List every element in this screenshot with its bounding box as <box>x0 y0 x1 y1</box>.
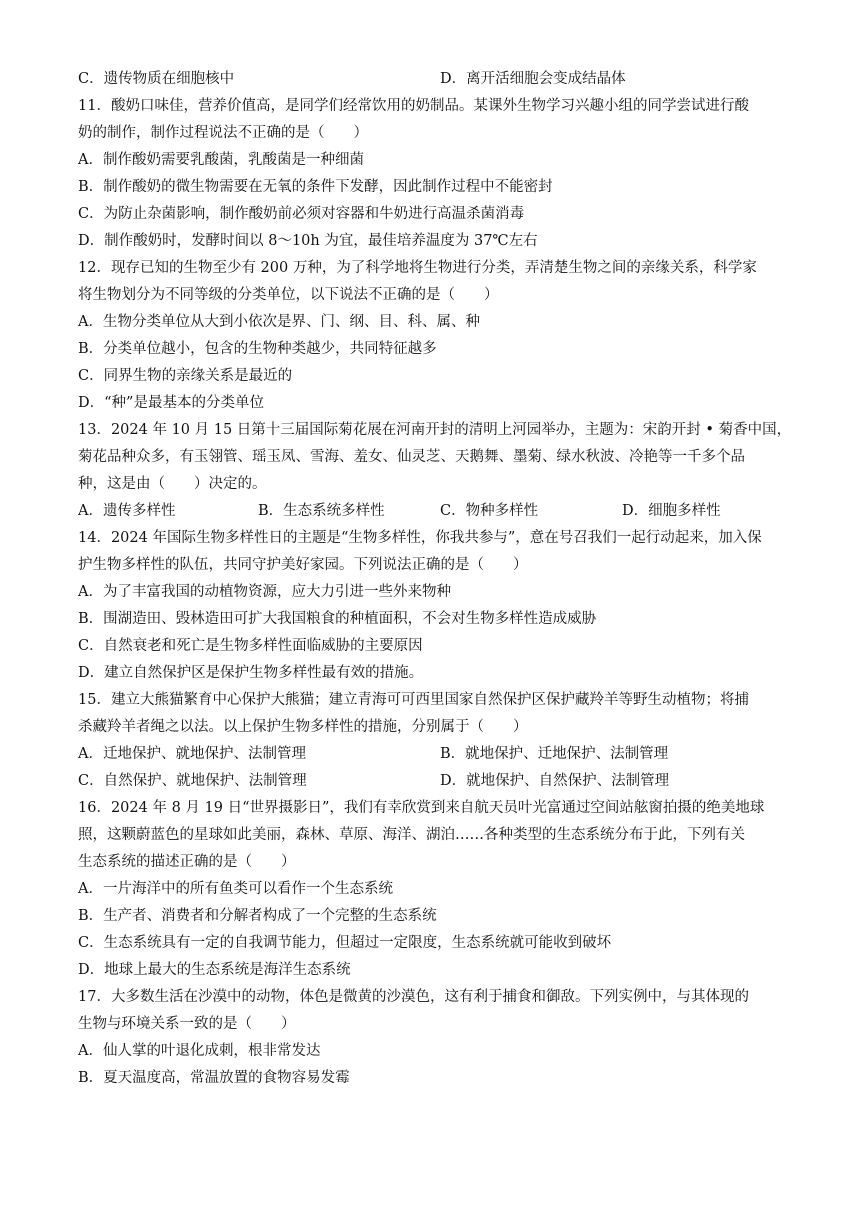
q14-stem-line-2: 护生物多样性的队伍，共同守护美好家园。下列说法正确的是（ ） <box>78 557 528 573</box>
q12-option-d: D．“种”是最基本的分类单位 <box>78 395 264 411</box>
q11-option-c: C．为防止杂菌影响，制作酸奶前必须对容器和牛奶进行高温杀菌消毒 <box>78 206 525 222</box>
q12-option-b: B．分类单位越小，包含的生物种类越少，共同特征越多 <box>78 341 437 357</box>
q13-option-c: C．物种多样性 <box>440 503 539 519</box>
q17-stem-line-1: 17．大多数生活在沙漠中的动物，体色是微黄的沙漠色，这有利于捕食和御敌。下列实例中，与其体现的 <box>78 989 749 1005</box>
q16-option-b: B．生产者、消费者和分解者构成了一个完整的生态系统 <box>78 908 437 924</box>
q15-stem-line-1: 15．建立大熊猫繁育中心保护大熊猫；建立青海可可西里国家自然保护区保护藏羚羊等野生动植物；将捕 <box>78 692 749 708</box>
q11-option-d: D．制作酸奶时，发酵时间以 8～10h 为宜，最佳培养温度为 37℃左右 <box>78 233 538 249</box>
q13-stem-line-1: 13．2024 年 10 月 15 日第十三届国际菊花展在河南开封的清明上河园举办，主题为：宋韵开封 • 菊香中国， <box>78 422 792 438</box>
q12-option-a: A．生物分类单位从大到小依次是界、门、纲、目、科、属、种 <box>78 314 480 330</box>
q17-option-a: A．仙人掌的叶退化成刺，根非常发达 <box>78 1043 321 1059</box>
q16-stem-line-1: 16．2024 年 8 月 19 日“世界摄影日”，我们有幸欣赏到来自航天员叶光富通过空间站舷窗拍摄的绝美地球 <box>78 800 765 816</box>
q13-option-a: A．遗传多样性 <box>78 503 176 519</box>
q15-stem-line-2: 杀藏羚羊者绳之以法。以上保护生物多样性的措施，分别属于（ ） <box>78 719 528 735</box>
q12-option-c: C．同界生物的亲缘关系是最近的 <box>78 368 293 384</box>
q16-stem-line-2: 照，这颗蔚蓝色的星球如此美丽，森林、草原、海洋、湖泊……各种类型的生态系统分布于此，下列有关 <box>78 827 745 843</box>
q14-option-c: C．自然衰老和死亡是生物多样性面临威胁的主要原因 <box>78 638 423 654</box>
q15-option-c: C．自然保护、就地保护、法制管理 <box>78 773 307 789</box>
q14-option-a: A．为了丰富我国的动植物资源，应大力引进一些外来物种 <box>78 584 451 600</box>
q11-stem-line-2: 奶的制作，制作过程说法不正确的是（ ） <box>78 125 368 141</box>
q15-option-b: B．就地保护、迁地保护、法制管理 <box>440 746 669 762</box>
q13-stem-line-3: 种，这是由（ ）决定的。 <box>78 476 267 492</box>
q15-options-row-1 <box>78 744 786 764</box>
q16-stem-line-3: 生态系统的描述正确的是（ ） <box>78 854 296 870</box>
q10-options-row <box>78 69 786 89</box>
q17-stem-line-2: 生物与环境关系一致的是（ ） <box>78 1016 296 1032</box>
q15-option-a: A．迁地保护、就地保护、法制管理 <box>78 746 306 762</box>
q13-option-d: D．细胞多样性 <box>622 503 721 519</box>
q11-stem-line-1: 11．酸奶口味佳，营养价值高，是同学们经常饮用的奶制品。某课外生物学习兴趣小组的同学尝试进行酸 <box>78 98 749 114</box>
q16-option-a: A．一片海洋中的所有鱼类可以看作一个生态系统 <box>78 881 393 897</box>
q14-stem-line-1: 14．2024 年国际生物多样性日的主题是“生物多样性，你我共参与”，意在号召我们一起行动起来，加入保 <box>78 530 762 546</box>
q15-option-d: D．就地保护、自然保护、法制管理 <box>440 773 670 789</box>
q17-option-b: B．夏天温度高，常温放置的食物容易发霉 <box>78 1070 350 1086</box>
q15-options-row-2 <box>78 771 786 791</box>
q10-option-d: D．离开活细胞会变成结晶体 <box>440 71 626 87</box>
q10-option-c: C．遗传物质在细胞核中 <box>78 71 235 87</box>
q11-option-a: A．制作酸奶需要乳酸菌，乳酸菌是一种细菌 <box>78 152 364 168</box>
q12-stem-line-1: 12．现存已知的生物至少有 200 万种，为了科学地将生物进行分类，弄清楚生物之间的亲缘关系，科学家 <box>78 260 757 276</box>
q13-options-row <box>78 501 786 521</box>
q16-option-c: C．生态系统具有一定的自我调节能力，但超过一定限度，生态系统就可能收到破坏 <box>78 935 612 951</box>
q13-stem-line-2: 菊花品种众多，有玉翎管、瑶玉凤、雪海、羞女、仙灵芝、天鹅舞、墨菊、绿水秋波、冷艳等一千多个品 <box>78 449 745 465</box>
q11-option-b: B．制作酸奶的微生物需要在无氧的条件下发酵，因此制作过程中不能密封 <box>78 179 553 195</box>
q14-option-b: B．围湖造田、毁林造田可扩大我国粮食的种植面积，不会对生物多样性造成威胁 <box>78 611 597 627</box>
q12-stem-line-2: 将生物划分为不同等级的分类单位，以下说法不正确的是（ ） <box>78 287 499 303</box>
q13-option-b: B．生态系统多样性 <box>258 503 385 519</box>
q16-option-d: D．地球上最大的生态系统是海洋生态系统 <box>78 962 351 978</box>
q14-option-d: D．建立自然保护区是保护生物多样性最有效的措施。 <box>78 665 424 681</box>
